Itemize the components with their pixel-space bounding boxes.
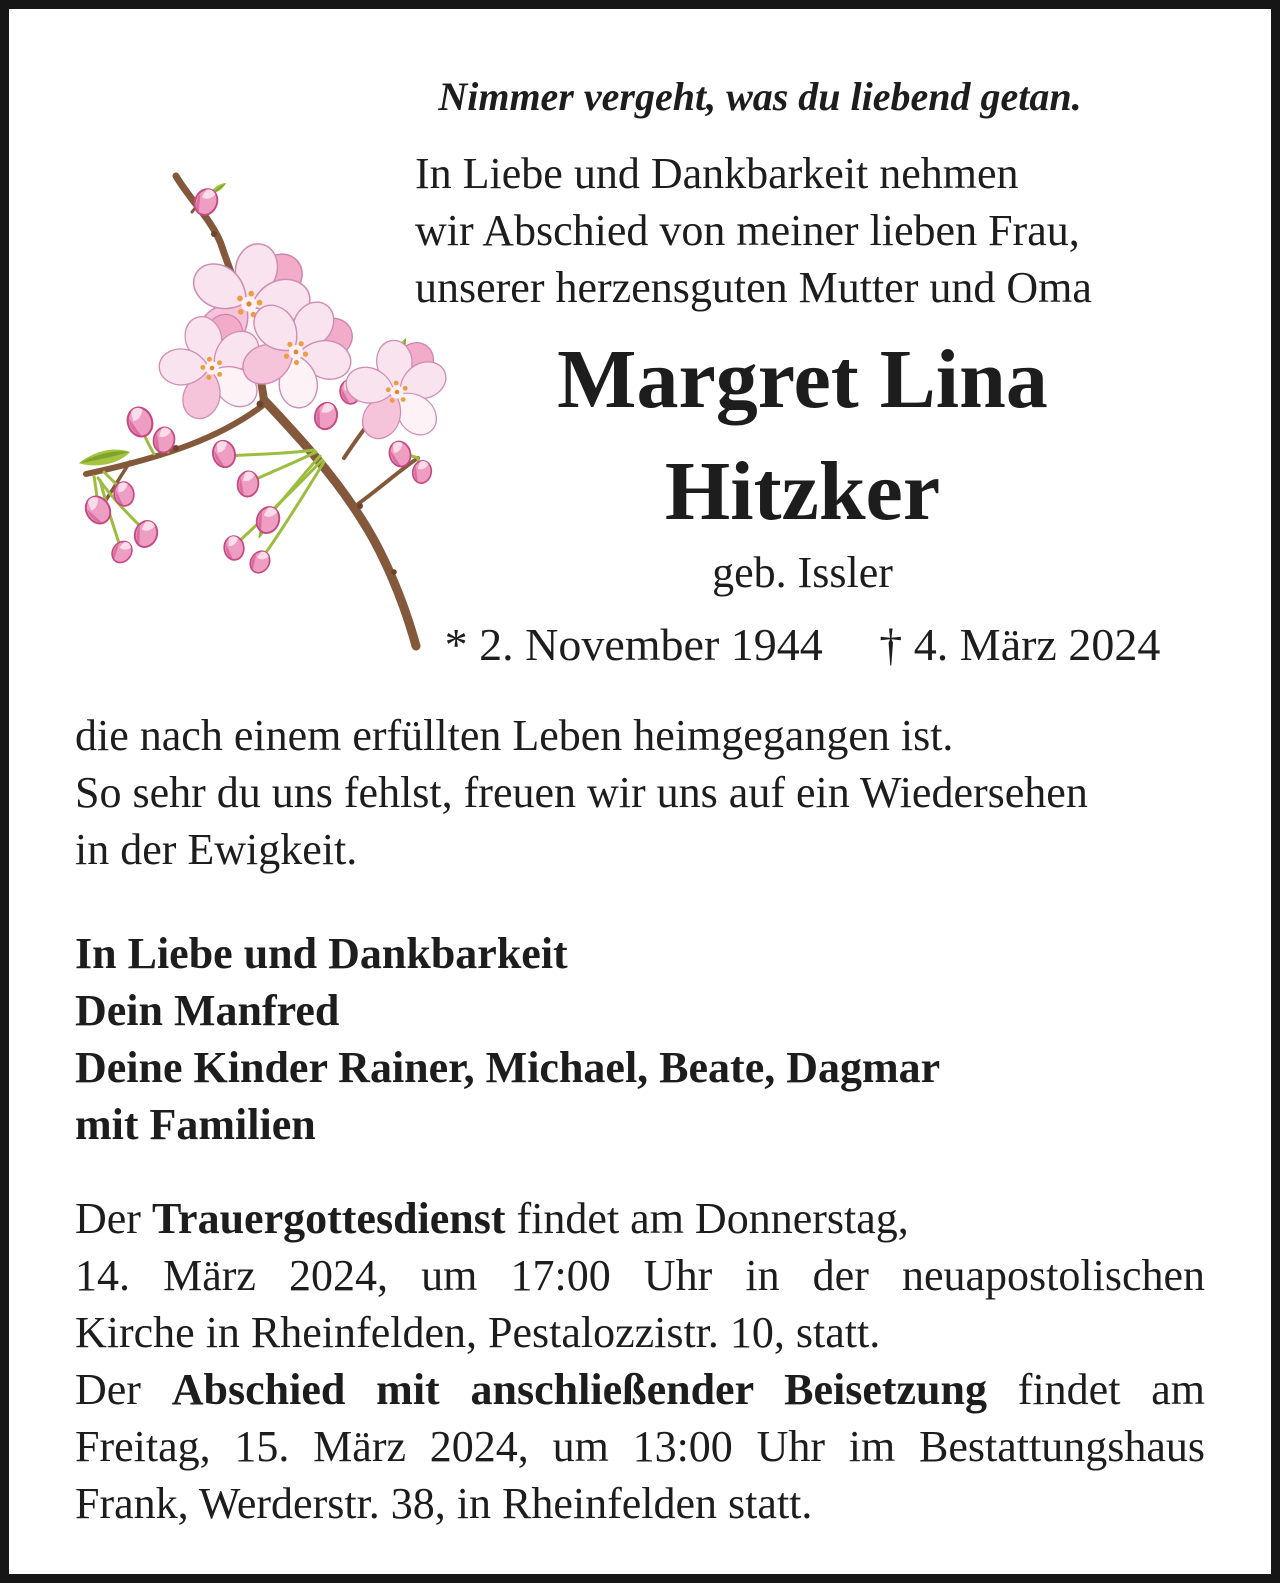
service-line-2: 14. März 2024, um 17:00 Uhr in der neuapostolischen: [75, 1251, 1205, 1300]
service-line-4-pre: Der: [75, 1365, 172, 1414]
family-signature: [75, 925, 1205, 1153]
death-date: † 4. März 2024: [879, 619, 1161, 670]
maiden-name: geb. Issler: [712, 548, 893, 597]
service-line-5: Freitag, 15. März 2024, um 13:00 Uhr im Bestattungshaus: [75, 1422, 1205, 1471]
service-line-4-post: findet am: [987, 1365, 1206, 1414]
body-line: in der Ewigkeit.: [75, 825, 358, 874]
service-line-1-bold: Trauergottesdienst: [151, 1194, 506, 1243]
deceased-name: [75, 324, 1205, 548]
life-dates: [75, 619, 1205, 671]
family-line: In Liebe und Dankbarkeit: [75, 929, 568, 978]
body-line: die nach einem erfüllten Leben heimgegangen ist.: [75, 711, 954, 760]
body-text: [75, 707, 1205, 878]
service-line-1-pre: Der: [75, 1194, 152, 1243]
service-line-1-post: findet am Donnerstag,: [505, 1194, 909, 1243]
service-line-6: Frank, Werderstr. 38, in Rheinfelden statt.: [75, 1479, 813, 1528]
intro-line: In Liebe und Dankbarkeit nehmen: [415, 149, 1019, 198]
deceased-name-line1: Margret Lina: [557, 333, 1048, 426]
epitaph-quote: Nimmer vergeht, was du liebend getan.: [438, 74, 1082, 119]
intro-line: wir Abschied von meiner lieben Frau,: [415, 206, 1080, 255]
birth-date: * 2. November 1944: [444, 619, 823, 670]
intro-line: unserer herzensguten Mutter und Oma: [415, 263, 1092, 312]
service-details: [75, 1190, 1205, 1532]
body-line: So sehr du uns fehlst, freuen wir uns auf ein Wiedersehen: [75, 768, 1088, 817]
deceased-name-line2: Hitzker: [664, 445, 941, 538]
service-line-4-bold: Abschied mit anschließender Beisetzung: [171, 1365, 987, 1414]
intro-text: [415, 145, 1092, 316]
family-line: mit Familien: [75, 1100, 316, 1149]
family-line: Deine Kinder Rainer, Michael, Beate, Dagmar: [75, 1043, 941, 1092]
service-line-4: [75, 1361, 1205, 1418]
family-line: Dein Manfred: [75, 986, 340, 1035]
service-line-3: Kirche in Rheinfelden, Pestalozzistr. 10, statt.: [75, 1308, 881, 1357]
service-line-1: [75, 1190, 1205, 1247]
